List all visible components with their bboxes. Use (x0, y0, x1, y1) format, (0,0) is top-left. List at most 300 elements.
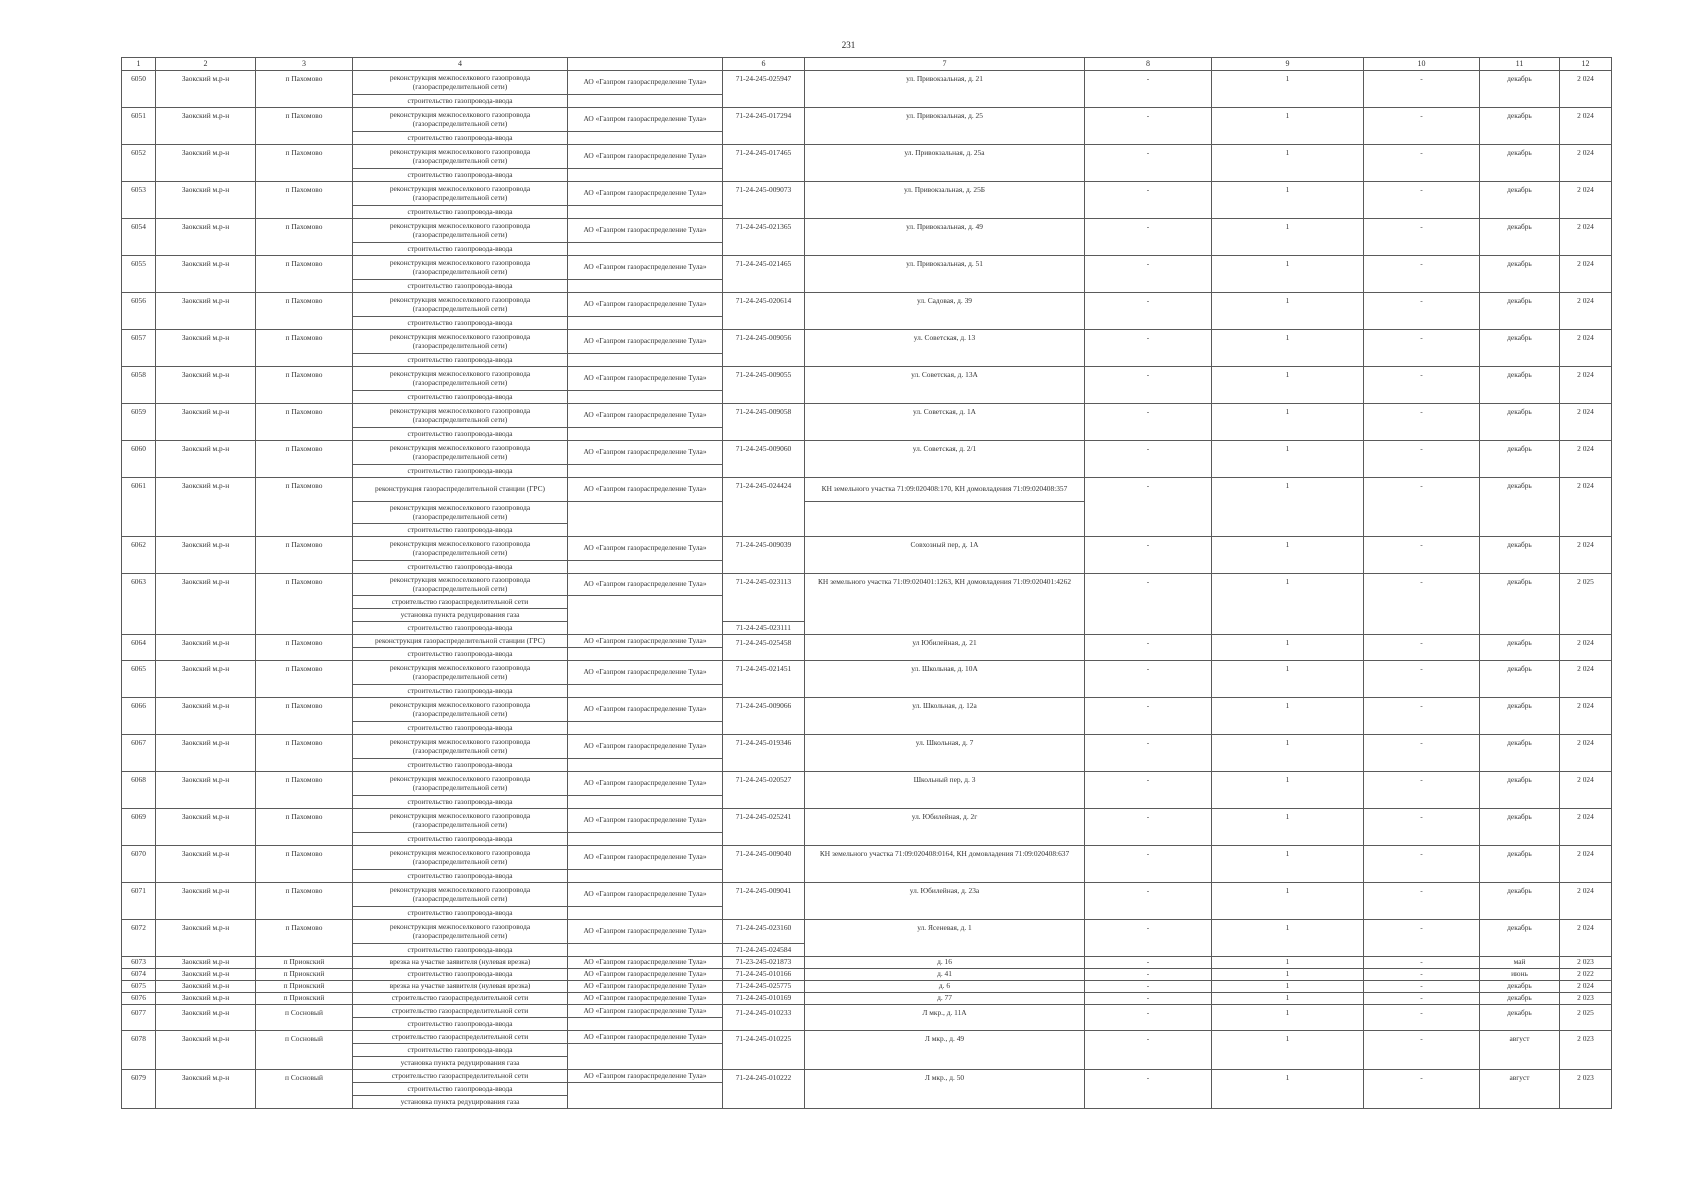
settlement-cell: п Приокский (256, 993, 353, 1005)
table-row (122, 981, 1612, 993)
settlement-cell: п Пахомово (256, 920, 353, 957)
work-type-cell: строительство газораспределительной сети (353, 993, 568, 1005)
value-cell-10: - (1364, 441, 1480, 478)
row-number: 6052 (122, 145, 156, 182)
table-row (122, 145, 1612, 169)
month-cell: август (1480, 1070, 1560, 1109)
request-code-cell: 71-24-245-010166 (723, 969, 805, 981)
organization-cell (568, 1083, 723, 1109)
month-cell: декабрь (1480, 635, 1560, 661)
month-cell: декабрь (1480, 735, 1560, 772)
table-row (122, 71, 1612, 95)
table-row (122, 404, 1612, 428)
organization-cell (568, 132, 723, 145)
organization-cell: АО «Газпром газораспределение Тула» (568, 846, 723, 870)
column-header: 1 (122, 58, 156, 71)
table-row (122, 219, 1612, 243)
row-number: 6057 (122, 330, 156, 367)
row-number: 6074 (122, 969, 156, 981)
settlement-cell: п Пахомово (256, 478, 353, 537)
organization-cell: АО «Газпром газораспределение Тула» (568, 182, 723, 206)
settlement-cell: п Пахомово (256, 256, 353, 293)
settlement-cell: п Приокский (256, 957, 353, 969)
value-cell-9: 1 (1212, 293, 1364, 330)
value-cell-9: 1 (1212, 219, 1364, 256)
request-code-cell: 71-24-245-025947 (723, 71, 805, 108)
month-cell: декабрь (1480, 404, 1560, 441)
work-type-cell: строительство газопровода-ввода (353, 648, 568, 661)
settlement-cell: п Пахомово (256, 635, 353, 661)
column-header: 10 (1364, 58, 1480, 71)
organization-cell: АО «Газпром газораспределение Тула» (568, 981, 723, 993)
work-type-cell: строительство газораспределительной сети (353, 1005, 568, 1018)
value-cell-10: - (1364, 969, 1480, 981)
year-cell: 2 024 (1560, 537, 1612, 574)
district-cell: Заокский м.р-н (156, 478, 256, 537)
month-cell: декабрь (1480, 698, 1560, 735)
year-cell: 2 023 (1560, 957, 1612, 969)
district-cell: Заокский м.р-н (156, 920, 256, 957)
year-cell: 2 024 (1560, 735, 1612, 772)
address-cell: д. 77 (805, 993, 1085, 1005)
value-cell-9: 1 (1212, 537, 1364, 574)
value-cell-10: - (1364, 661, 1480, 698)
year-cell: 2 024 (1560, 441, 1612, 478)
work-type-cell: реконструкция межпоселкового газопровода (газораспределительной сети) (353, 293, 568, 317)
year-cell: 2 024 (1560, 478, 1612, 537)
address-cell: Совхозный пер, д. 1А (805, 537, 1085, 574)
settlement-cell: п Пахомово (256, 537, 353, 574)
settlement-cell: п Пахомово (256, 735, 353, 772)
settlement-cell: п Пахомово (256, 330, 353, 367)
table-row (122, 735, 1612, 759)
value-cell-8: - (1085, 404, 1212, 441)
work-type-cell: строительство газопровода-ввода (353, 243, 568, 256)
row-number: 6063 (122, 574, 156, 635)
organization-cell: АО «Газпром газораспределение Тула» (568, 71, 723, 95)
value-cell-8: - (1085, 981, 1212, 993)
district-cell: Заокский м.р-н (156, 182, 256, 219)
table-row (122, 478, 1612, 502)
work-type-cell: строительство газопровода-ввода (353, 759, 568, 772)
address-cell: ул. Юбилейная, д. 2г (805, 809, 1085, 846)
address-cell: ул. Садовая, д. 39 (805, 293, 1085, 330)
table-row (122, 574, 1612, 596)
month-cell: декабрь (1480, 330, 1560, 367)
district-cell: Заокский м.р-н (156, 1070, 256, 1109)
month-cell: декабрь (1480, 182, 1560, 219)
value-cell-9: 1 (1212, 957, 1364, 969)
organization-cell (568, 354, 723, 367)
work-type-cell: реконструкция межпоселкового газопровода (газораспределительной сети) (353, 537, 568, 561)
settlement-cell: п Пахомово (256, 698, 353, 735)
table-row (122, 993, 1612, 1005)
value-cell-9: 1 (1212, 71, 1364, 108)
value-cell-10: - (1364, 367, 1480, 404)
address-cell (805, 502, 1085, 537)
value-cell-9: 1 (1212, 1070, 1364, 1109)
organization-cell: АО «Газпром газораспределение Тула» (568, 735, 723, 759)
request-code-cell: 71-24-245-025458 (723, 635, 805, 661)
organization-cell: АО «Газпром газораспределение Тула» (568, 698, 723, 722)
value-cell-9: 1 (1212, 735, 1364, 772)
organization-cell: АО «Газпром газораспределение Тула» (568, 920, 723, 944)
request-code-cell: 71-24-245-020614 (723, 293, 805, 330)
request-code-cell: 71-24-245-020527 (723, 772, 805, 809)
request-code-cell: 71-24-245-010169 (723, 993, 805, 1005)
address-cell: ул. Привокзальная, д. 21 (805, 71, 1085, 108)
organization-cell (568, 391, 723, 404)
work-type-cell: строительство газопровода-ввода (353, 95, 568, 108)
request-code-cell: 71-24-245-009039 (723, 537, 805, 574)
value-cell-9: 1 (1212, 404, 1364, 441)
table-row (122, 920, 1612, 944)
value-cell-8: - (1085, 441, 1212, 478)
address-cell: КН земельного участка 71:09:020408:170, КН домовладения 71:09:020408:357 (805, 478, 1085, 502)
settlement-cell: п Пахомово (256, 441, 353, 478)
row-number: 6058 (122, 367, 156, 404)
work-type-cell: реконструкция межпоселкового газопровода (газораспределительной сети) (353, 108, 568, 132)
work-type-cell: строительство газопровода-ввода (353, 391, 568, 404)
request-code-cell: 71-24-245-021465 (723, 256, 805, 293)
work-type-cell: врезка на участке заявителя (нулевая врезка) (353, 957, 568, 969)
row-number: 6072 (122, 920, 156, 957)
district-cell: Заокский м.р-н (156, 293, 256, 330)
organization-cell: АО «Газпром газораспределение Тула» (568, 145, 723, 169)
year-cell: 2 024 (1560, 809, 1612, 846)
table-row (122, 772, 1612, 796)
value-cell-9: 1 (1212, 698, 1364, 735)
year-cell: 2 024 (1560, 330, 1612, 367)
table-row (122, 809, 1612, 833)
year-cell: 2 024 (1560, 293, 1612, 330)
year-cell: 2 024 (1560, 256, 1612, 293)
organization-cell: АО «Газпром газораспределение Тула» (568, 1070, 723, 1083)
work-type-cell: строительство газопровода-ввода (353, 1083, 568, 1096)
year-cell: 2 024 (1560, 883, 1612, 920)
value-cell-10: - (1364, 698, 1480, 735)
value-cell-9: 1 (1212, 367, 1364, 404)
month-cell: декабрь (1480, 108, 1560, 145)
value-cell-8: - (1085, 293, 1212, 330)
column-header (568, 58, 723, 71)
table-row (122, 661, 1612, 685)
value-cell-8: - (1085, 1005, 1212, 1031)
value-cell-8: - (1085, 330, 1212, 367)
table-row (122, 293, 1612, 317)
work-type-cell: строительство газопровода-ввода (353, 685, 568, 698)
organization-cell: АО «Газпром газораспределение Тула» (568, 293, 723, 317)
work-type-cell: реконструкция межпоселкового газопровода (газораспределительной сети) (353, 920, 568, 944)
value-cell-9: 1 (1212, 635, 1364, 661)
request-code-cell: 71-24-245-009056 (723, 330, 805, 367)
district-cell: Заокский м.р-н (156, 635, 256, 661)
district-cell: Заокский м.р-н (156, 574, 256, 635)
organization-cell: АО «Газпром газораспределение Тула» (568, 537, 723, 561)
work-type-cell: строительство газопровода-ввода (353, 870, 568, 883)
month-cell: декабрь (1480, 71, 1560, 108)
work-type-cell: установка пункта редуцирования газа (353, 1096, 568, 1109)
work-type-cell: строительство газопровода-ввода (353, 833, 568, 846)
settlement-cell: п Пахомово (256, 846, 353, 883)
settlement-cell: п Пахомово (256, 367, 353, 404)
organization-cell: АО «Газпром газораспределение Тула» (568, 957, 723, 969)
month-cell: декабрь (1480, 537, 1560, 574)
header-row (122, 58, 1612, 71)
value-cell-10: - (1364, 846, 1480, 883)
row-number: 6053 (122, 182, 156, 219)
value-cell-9: 1 (1212, 182, 1364, 219)
year-cell: 2 023 (1560, 1031, 1612, 1070)
address-cell: ул Юбилейная, д. 21 (805, 635, 1085, 661)
settlement-cell: п Пахомово (256, 293, 353, 330)
value-cell-8: - (1085, 772, 1212, 809)
work-type-cell: реконструкция газораспределительной станции (ГРС) (353, 635, 568, 648)
value-cell-9: 1 (1212, 330, 1364, 367)
organization-cell (568, 428, 723, 441)
settlement-cell: п Сосновый (256, 1070, 353, 1109)
row-number: 6061 (122, 478, 156, 537)
work-type-cell: строительство газопровода-ввода (353, 1018, 568, 1031)
district-cell: Заокский м.р-н (156, 1031, 256, 1070)
value-cell-8: - (1085, 969, 1212, 981)
value-cell-8: - (1085, 661, 1212, 698)
month-cell: декабрь (1480, 993, 1560, 1005)
district-cell: Заокский м.р-н (156, 145, 256, 182)
column-header: 6 (723, 58, 805, 71)
table-row (122, 367, 1612, 391)
address-cell: ул. Привокзальная, д. 49 (805, 219, 1085, 256)
address-cell: Л мкр., д. 49 (805, 1031, 1085, 1070)
organization-cell: АО «Газпром газораспределение Тула» (568, 772, 723, 796)
value-cell-9: 1 (1212, 108, 1364, 145)
table-row (122, 698, 1612, 722)
year-cell: 2 024 (1560, 920, 1612, 957)
table-row (122, 1070, 1612, 1083)
district-cell: Заокский м.р-н (156, 993, 256, 1005)
organization-cell (568, 502, 723, 537)
district-cell: Заокский м.р-н (156, 735, 256, 772)
settlement-cell: п Пахомово (256, 145, 353, 182)
value-cell-10: - (1364, 635, 1480, 661)
row-number: 6078 (122, 1031, 156, 1070)
value-cell-9: 1 (1212, 256, 1364, 293)
settlement-cell: п Пахомово (256, 772, 353, 809)
work-type-cell: строительство газопровода-ввода (353, 354, 568, 367)
row-number: 6051 (122, 108, 156, 145)
work-type-cell: строительство газопровода-ввода (353, 1044, 568, 1057)
organization-cell: АО «Газпром газораспределение Тула» (568, 330, 723, 354)
work-type-cell: реконструкция межпоселкового газопровода (газораспределительной сети) (353, 182, 568, 206)
value-cell-10: - (1364, 537, 1480, 574)
column-header: 4 (353, 58, 568, 71)
district-cell: Заокский м.р-н (156, 441, 256, 478)
month-cell: декабрь (1480, 1005, 1560, 1031)
row-number: 6054 (122, 219, 156, 256)
value-cell-8: - (1085, 1070, 1212, 1109)
request-code-cell: 71-24-245-024584 (723, 944, 805, 957)
work-type-cell: реконструкция межпоселкового газопровода (газораспределительной сети) (353, 735, 568, 759)
request-code-cell: 71-24-245-010233 (723, 1005, 805, 1031)
column-header: 9 (1212, 58, 1364, 71)
month-cell: декабрь (1480, 846, 1560, 883)
settlement-cell: п Пахомово (256, 219, 353, 256)
value-cell-10: - (1364, 1005, 1480, 1031)
work-type-cell: реконструкция межпоселкового газопровода (газораспределительной сети) (353, 502, 568, 524)
value-cell-10: - (1364, 772, 1480, 809)
table-row (122, 957, 1612, 969)
value-cell-10: - (1364, 883, 1480, 920)
address-cell: Л мкр., д. 50 (805, 1070, 1085, 1109)
row-number: 6070 (122, 846, 156, 883)
value-cell-9: 1 (1212, 883, 1364, 920)
value-cell-10: - (1364, 957, 1480, 969)
organization-cell: АО «Газпром газораспределение Тула» (568, 635, 723, 648)
month-cell: август (1480, 1031, 1560, 1070)
value-cell-8: - (1085, 219, 1212, 256)
request-code-cell: 71-24-245-017465 (723, 145, 805, 182)
organization-cell: АО «Газпром газораспределение Тула» (568, 219, 723, 243)
request-code-cell: 71-24-245-021451 (723, 661, 805, 698)
value-cell-10: - (1364, 182, 1480, 219)
month-cell: декабрь (1480, 478, 1560, 537)
year-cell: 2 025 (1560, 574, 1612, 635)
address-cell: ул. Ясеневая, д. 1 (805, 920, 1085, 957)
work-type-cell: реконструкция межпоселкового газопровода (газораспределительной сети) (353, 145, 568, 169)
value-cell-8: - (1085, 635, 1212, 661)
work-type-cell: реконструкция межпоселкового газопровода (газораспределительной сети) (353, 330, 568, 354)
value-cell-9: 1 (1212, 478, 1364, 537)
organization-cell: АО «Газпром газораспределение Тула» (568, 1005, 723, 1018)
organization-cell: АО «Газпром газораспределение Тула» (568, 256, 723, 280)
organization-cell (568, 722, 723, 735)
year-cell: 2 024 (1560, 71, 1612, 108)
column-header: 2 (156, 58, 256, 71)
gasification-table (121, 57, 1612, 1109)
work-type-cell: реконструкция межпоселкового газопровода (газораспределительной сети) (353, 574, 568, 596)
table-row (122, 846, 1612, 870)
month-cell: декабрь (1480, 981, 1560, 993)
value-cell-10: - (1364, 256, 1480, 293)
organization-cell (568, 685, 723, 698)
row-number: 6068 (122, 772, 156, 809)
value-cell-8: - (1085, 108, 1212, 145)
address-cell: ул. Школьная, д. 12а (805, 698, 1085, 735)
value-cell-10: - (1364, 108, 1480, 145)
work-type-cell: реконструкция межпоселкового газопровода (газораспределительной сети) (353, 809, 568, 833)
address-cell: ул. Школьная, д. 10А (805, 661, 1085, 698)
work-type-cell: строительство газораспределительной сети (353, 1031, 568, 1044)
row-number: 6066 (122, 698, 156, 735)
value-cell-9: 1 (1212, 993, 1364, 1005)
value-cell-9: 1 (1212, 969, 1364, 981)
organization-cell (568, 206, 723, 219)
request-code-cell: 71-24-245-010225 (723, 1031, 805, 1070)
organization-cell: АО «Газпром газораспределение Тула» (568, 661, 723, 685)
work-type-cell: реконструкция межпоселкового газопровода (газораспределительной сети) (353, 71, 568, 95)
value-cell-10: - (1364, 1031, 1480, 1070)
row-number: 6055 (122, 256, 156, 293)
row-number: 6079 (122, 1070, 156, 1109)
value-cell-9: 1 (1212, 981, 1364, 993)
column-header: 3 (256, 58, 353, 71)
value-cell-8: - (1085, 735, 1212, 772)
district-cell: Заокский м.р-н (156, 809, 256, 846)
year-cell: 2 024 (1560, 108, 1612, 145)
row-number: 6050 (122, 71, 156, 108)
work-type-cell: строительство газораспределительной сети (353, 596, 568, 609)
organization-cell: АО «Газпром газораспределение Тула» (568, 993, 723, 1005)
address-cell: ул. Школьная, д. 7 (805, 735, 1085, 772)
column-header: 11 (1480, 58, 1560, 71)
year-cell: 2 024 (1560, 698, 1612, 735)
row-number: 6067 (122, 735, 156, 772)
table-row (122, 635, 1612, 648)
table-row (122, 182, 1612, 206)
settlement-cell: п Пахомово (256, 108, 353, 145)
row-number: 6056 (122, 293, 156, 330)
month-cell: июнь (1480, 969, 1560, 981)
column-header: 8 (1085, 58, 1212, 71)
district-cell: Заокский м.р-н (156, 698, 256, 735)
work-type-cell: строительство газораспределительной сети (353, 1070, 568, 1083)
organization-cell (568, 759, 723, 772)
settlement-cell: п Пахомово (256, 661, 353, 698)
value-cell-10: - (1364, 920, 1480, 957)
month-cell: декабрь (1480, 661, 1560, 698)
work-type-cell: строительство газопровода-ввода (353, 132, 568, 145)
value-cell-10: - (1364, 478, 1480, 537)
request-code-cell: 71-24-245-025775 (723, 981, 805, 993)
settlement-cell: п Пахомово (256, 404, 353, 441)
month-cell: декабрь (1480, 219, 1560, 256)
request-code-cell: 71-24-245-010222 (723, 1070, 805, 1109)
value-cell-9: 1 (1212, 441, 1364, 478)
settlement-cell: п Пахомово (256, 71, 353, 108)
address-cell: д. 41 (805, 969, 1085, 981)
request-code-cell: 71-24-245-023111 (723, 622, 805, 635)
year-cell: 2 024 (1560, 145, 1612, 182)
settlement-cell: п Пахомово (256, 809, 353, 846)
organization-cell (568, 280, 723, 293)
organization-cell (568, 465, 723, 478)
organization-cell: АО «Газпром газораспределение Тула» (568, 574, 723, 596)
value-cell-9: 1 (1212, 574, 1364, 635)
year-cell: 2 025 (1560, 1005, 1612, 1031)
value-cell-8: - (1085, 957, 1212, 969)
settlement-cell: п Сосновый (256, 1005, 353, 1031)
organization-cell: АО «Газпром газораспределение Тула» (568, 1031, 723, 1044)
address-cell: д. 6 (805, 981, 1085, 993)
address-cell: ул. Советская, д. 1А (805, 404, 1085, 441)
organization-cell (568, 833, 723, 846)
work-type-cell: реконструкция межпоселкового газопровода (газораспределительной сети) (353, 883, 568, 907)
work-type-cell: врезка на участке заявителя (нулевая врезка) (353, 981, 568, 993)
value-cell-10: - (1364, 404, 1480, 441)
address-cell: ул. Советская, д. 2/1 (805, 441, 1085, 478)
month-cell: декабрь (1480, 293, 1560, 330)
value-cell-9: 1 (1212, 772, 1364, 809)
row-number: 6076 (122, 993, 156, 1005)
organization-cell: АО «Газпром газораспределение Тула» (568, 969, 723, 981)
value-cell-10: - (1364, 981, 1480, 993)
month-cell: декабрь (1480, 883, 1560, 920)
month-cell: декабрь (1480, 145, 1560, 182)
table-row (122, 1005, 1612, 1018)
work-type-cell: строительство газопровода-ввода (353, 169, 568, 182)
work-type-cell: реконструкция газораспределительной станции (ГРС) (353, 478, 568, 502)
row-number: 6071 (122, 883, 156, 920)
